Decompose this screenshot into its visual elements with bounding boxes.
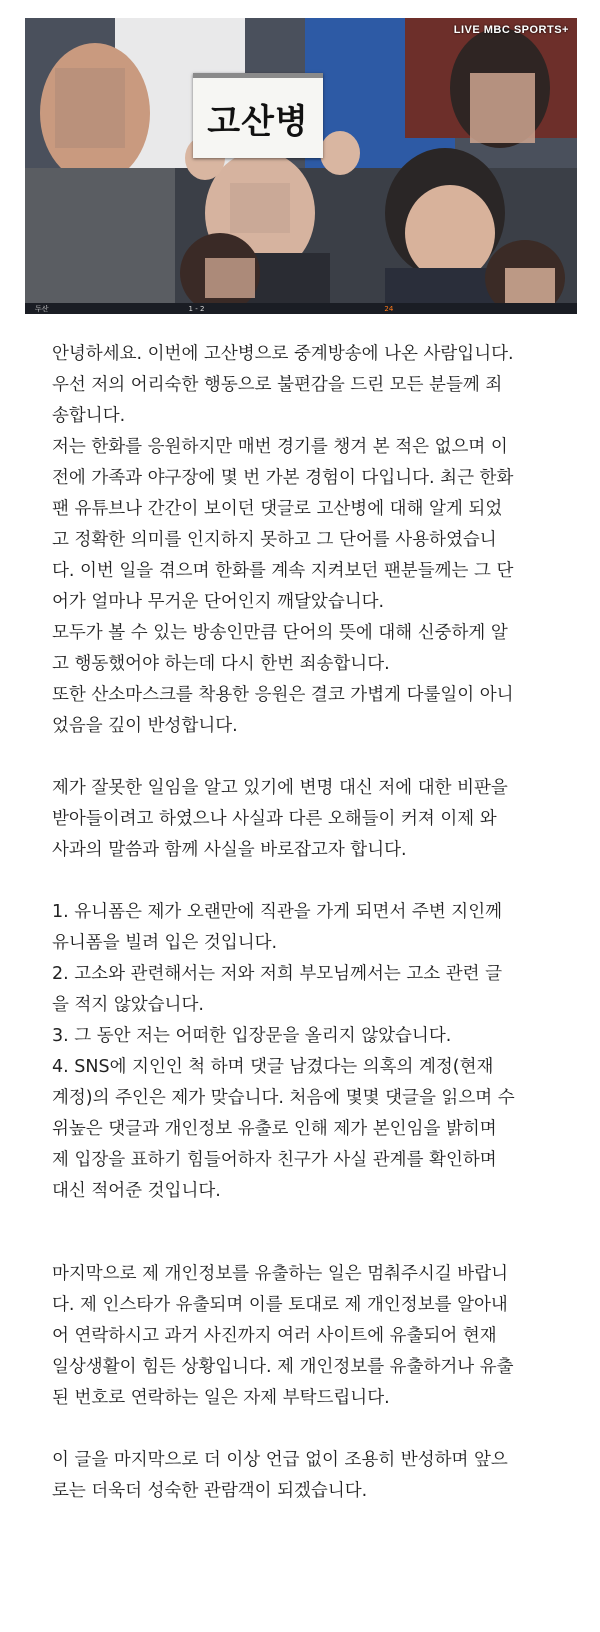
score-right: 24 — [384, 304, 394, 313]
text-line: 사과의 말씀과 함께 사실을 바로잡고자 합니다. — [52, 840, 407, 860]
text-line: 로는 더욱더 성숙한 관람객이 되겠습니다. — [52, 1481, 368, 1501]
text-line: 다. 제 인스타가 유출되며 이를 토대로 제 개인정보를 알아내 — [52, 1295, 508, 1315]
text-line: 4. SNS에 지인인 척 하며 댓글 남겼다는 의혹의 계정(현재 — [52, 1057, 494, 1077]
paragraph-facts-list — [52, 897, 572, 1207]
score-team-left: 두산 — [35, 304, 49, 313]
text-line: 제 입장을 표하기 힘들어하자 친구가 사실 관계를 확인하며 — [52, 1150, 497, 1170]
broadcast-screenshot — [25, 18, 577, 314]
text-line: 유니폼을 빌려 입은 것입니다. — [52, 933, 278, 953]
score-value: 1 - 2 — [188, 304, 205, 313]
text-line: 1. 유니폼은 제가 오랜만에 직관을 가게 되면서 주변 지인께 — [52, 902, 503, 922]
sign-text: 고산병 — [207, 101, 309, 142]
text-line: 어 연락하시고 과거 사진까지 여러 사이트에 유출되어 현재 — [52, 1326, 497, 1346]
text-line: 송합니다. — [52, 406, 126, 426]
text-line: 제가 잘못한 일임을 알고 있기에 변명 대신 저에 대한 비판을 — [52, 778, 508, 798]
score-bar — [25, 303, 577, 314]
text-line: 일상생활이 힘든 상황입니다. 제 개인정보를 유출하거나 유출 — [52, 1357, 514, 1377]
text-line: 고 행동했어야 하는데 다시 한번 죄송합니다. — [52, 654, 390, 674]
text-line: 전에 가족과 야구장에 몇 번 가본 경험이 다입니다. 최근 한화 — [52, 468, 514, 488]
text-line: 위높은 댓글과 개인정보 유출로 인해 제가 본인임을 밝히며 — [52, 1119, 497, 1139]
paragraph-closing — [52, 1445, 572, 1507]
broadcaster-logo: LIVE MBC SPORTS+ — [453, 24, 569, 36]
text-line: 마지막으로 제 개인정보를 유출하는 일은 멈춰주시길 바랍니 — [52, 1264, 508, 1284]
paragraph-explanation — [52, 773, 572, 866]
paragraph-intro — [52, 339, 572, 742]
text-line: 고 정확한 의미를 인지하지 못하고 그 단어를 사용하였습니 — [52, 530, 497, 550]
sign-board — [193, 73, 323, 158]
text-line: 었음을 깊이 반성합니다. — [52, 716, 238, 736]
text-line: 이 글을 마지막으로 더 이상 언급 없이 조용히 반성하며 앞으 — [52, 1450, 508, 1470]
text-line: 다. 이번 일을 겪으며 한화를 계속 지켜보던 팬분들께는 그 단 — [52, 561, 514, 581]
apology-statement — [52, 339, 572, 1507]
text-line: 안녕하세요. 이번에 고산병으로 중계방송에 나온 사람입니다. — [52, 344, 514, 364]
text-line: 된 번호로 연락하는 일은 자제 부탁드립니다. — [52, 1388, 390, 1408]
text-line: 어가 얼마나 무거운 단어인지 깨달았습니다. — [52, 592, 385, 612]
text-line: 또한 산소마스크를 착용한 응원은 결코 가볍게 다룰일이 아니 — [52, 685, 514, 705]
text-line: 받아들이려고 하였으나 사실과 다른 오해들이 커져 이제 와 — [52, 809, 497, 829]
paragraph-privacy-request — [52, 1259, 572, 1414]
text-line: 2. 고소와 관련해서는 저와 저희 부모님께서는 고소 관련 글 — [52, 964, 503, 984]
text-line: 우선 저의 어리숙한 행동으로 불편감을 드린 모든 분들께 죄 — [52, 375, 503, 395]
text-line: 모두가 볼 수 있는 방송인만큼 단어의 뜻에 대해 신중하게 알 — [52, 623, 508, 643]
crowd-scene — [25, 18, 577, 314]
text-line: 저는 한화를 응원하지만 매번 경기를 챙겨 본 적은 없으며 이 — [52, 437, 508, 457]
text-line: 3. 그 동안 저는 어떠한 입장문을 올리지 않았습니다. — [52, 1026, 452, 1046]
text-line: 팬 유튜브나 간간이 보이던 댓글로 고산병에 대해 알게 되었 — [52, 499, 503, 519]
text-line: 계정)의 주인은 제가 맞습니다. 처음에 몇몇 댓글을 읽으며 수 — [52, 1088, 515, 1108]
text-line: 대신 적어준 것입니다. — [52, 1181, 221, 1201]
text-line: 을 적지 않았습니다. — [52, 995, 204, 1015]
